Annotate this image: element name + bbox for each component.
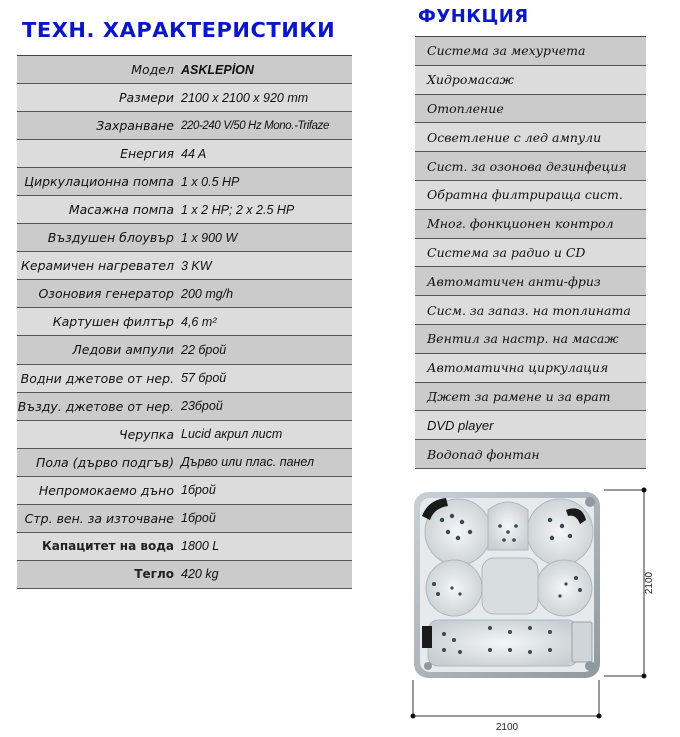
spec-value: 1брой <box>181 511 216 526</box>
spec-label: Циркулационна помпа <box>24 174 174 190</box>
spec-value: Lucid акрил лист <box>181 427 283 442</box>
spec-label: Захранване <box>96 118 174 134</box>
function-item: Вентил за настр. на масаж <box>415 325 646 354</box>
function-item: Осветление с лед ампули <box>415 123 646 152</box>
spec-label: Модел <box>131 62 174 78</box>
tub-lounger <box>428 620 578 666</box>
spec-label: Размери <box>118 90 174 106</box>
spec-label: Стр. вен. за източване <box>24 510 174 526</box>
spec-row-water-jets <box>17 365 352 393</box>
function-item: Система за радио и CD <box>415 239 646 268</box>
height-dimension-label: 2100 <box>644 571 655 595</box>
spec-value: 44 A <box>181 146 207 161</box>
spec-value: 1 x 0.5 HP <box>181 174 240 189</box>
spec-value: 220-240 V/50 Hz Mono.-Trifaze <box>181 119 329 132</box>
dimension-endpoint <box>642 674 647 679</box>
spec-value: 4,6 m² <box>181 314 217 329</box>
spec-value: 3 KW <box>181 258 212 273</box>
function-item: Хидромасаж <box>415 66 646 95</box>
spec-row-shell <box>17 421 352 449</box>
function-item: DVD player <box>415 411 646 440</box>
hot-tub-image <box>414 492 600 678</box>
spec-label: Непромокаемо дъно <box>38 482 174 498</box>
spec-row-circulation-pump <box>17 168 352 196</box>
spec-label: Въздушен блоувър <box>47 230 174 246</box>
tub-speaker <box>422 626 432 648</box>
tub-seat <box>426 560 482 616</box>
spec-row-dimensions <box>17 84 352 112</box>
specs-table <box>17 55 352 589</box>
tub-corner-light <box>585 661 595 671</box>
spec-row-cartridge-filter <box>17 308 352 336</box>
tub-seat <box>527 499 593 565</box>
spec-label: Пола (дърво подгъв) <box>35 454 174 470</box>
function-item: Сисм. за запаз. на топлината <box>415 296 646 325</box>
spec-row-waterproof-base <box>17 477 352 505</box>
dimension-endpoint <box>597 714 602 719</box>
spec-label: Озоновия генератор <box>38 286 174 302</box>
function-item: Автоматична циркулация <box>415 354 646 383</box>
spec-row-power-supply <box>17 112 352 140</box>
spec-row-energy <box>17 140 352 168</box>
function-item: Обратна филтрираща сист. <box>415 181 646 210</box>
spec-label: Ледови ампули <box>72 342 174 358</box>
spec-label: Възду. джетове от нер. <box>17 398 174 414</box>
spec-row-air-blower <box>17 224 352 252</box>
spec-label: Масажна помпа <box>68 202 174 218</box>
width-dimension <box>413 680 599 716</box>
spec-value: 1 x 2 HP; 2 x 2.5 HP <box>181 202 295 217</box>
spec-row-ceramic-heater <box>17 252 352 280</box>
specs-title: ТЕХН. ХАРАКТЕРИСТИКИ <box>22 18 336 42</box>
spec-row-ozone-generator <box>17 280 352 308</box>
spec-value: 22 брой <box>181 342 227 357</box>
spec-label: Капацитет на вода <box>41 539 174 554</box>
spec-label: Енергия <box>120 146 174 162</box>
tub-corner-light <box>585 497 595 507</box>
dimension-endpoint <box>411 714 416 719</box>
functions-list <box>415 36 646 469</box>
spec-value: 200 mg/h <box>181 286 234 301</box>
function-item: Джет за рамене и за врат <box>415 383 646 412</box>
hot-tub-diagram <box>400 480 680 737</box>
spec-label: Керамичен нагревател <box>21 258 174 274</box>
spec-row-air-jets <box>17 393 352 421</box>
tub-seat <box>536 560 592 616</box>
spec-label: Водни джетове от нер. <box>20 370 174 386</box>
function-item: Система за мехурчета <box>415 37 646 66</box>
function-item: Отопление <box>415 95 646 124</box>
spec-value: 57 брой <box>181 371 227 386</box>
tub-corner-light <box>424 662 432 670</box>
width-dimension-label: 2100 <box>495 722 519 733</box>
spec-label: Черупка <box>119 426 174 442</box>
spec-value: ASKLEPİON <box>181 62 254 77</box>
dimension-endpoint <box>642 488 647 493</box>
spec-value: 1 x 900 W <box>181 230 238 245</box>
spec-label: Тегло <box>134 567 174 582</box>
spec-value: Дърво или плас. панел <box>181 455 314 470</box>
spec-value: 1800 L <box>181 539 220 554</box>
spec-row-led-lights <box>17 336 352 364</box>
function-item: Автоматичен анти-фриз <box>415 267 646 296</box>
spec-value: 1брой <box>181 483 216 498</box>
spec-row-weight <box>17 561 352 589</box>
spec-label: Картушен филтър <box>52 314 174 330</box>
spec-row-water-capacity <box>17 533 352 561</box>
tub-control-panel <box>572 622 592 662</box>
function-item: Мног. фонкционен контрол <box>415 210 646 239</box>
spec-row-massage-pump <box>17 196 352 224</box>
spec-value: 420 kg <box>181 567 219 582</box>
spec-value: 23брой <box>181 399 223 414</box>
function-item: Водопад фонтан <box>415 440 646 469</box>
functions-title: ФУНКЦИЯ <box>418 6 529 27</box>
spec-value: 2100 x 2100 x 920 mm <box>181 90 309 105</box>
spec-row-model <box>17 56 352 84</box>
height-dimension <box>604 490 644 676</box>
tub-footwell <box>482 558 538 614</box>
spec-row-drain-valve <box>17 505 352 533</box>
tub-seat <box>488 502 528 550</box>
spec-row-skirt <box>17 449 352 477</box>
function-item: Сист. за озонова дезинфеция <box>415 152 646 181</box>
